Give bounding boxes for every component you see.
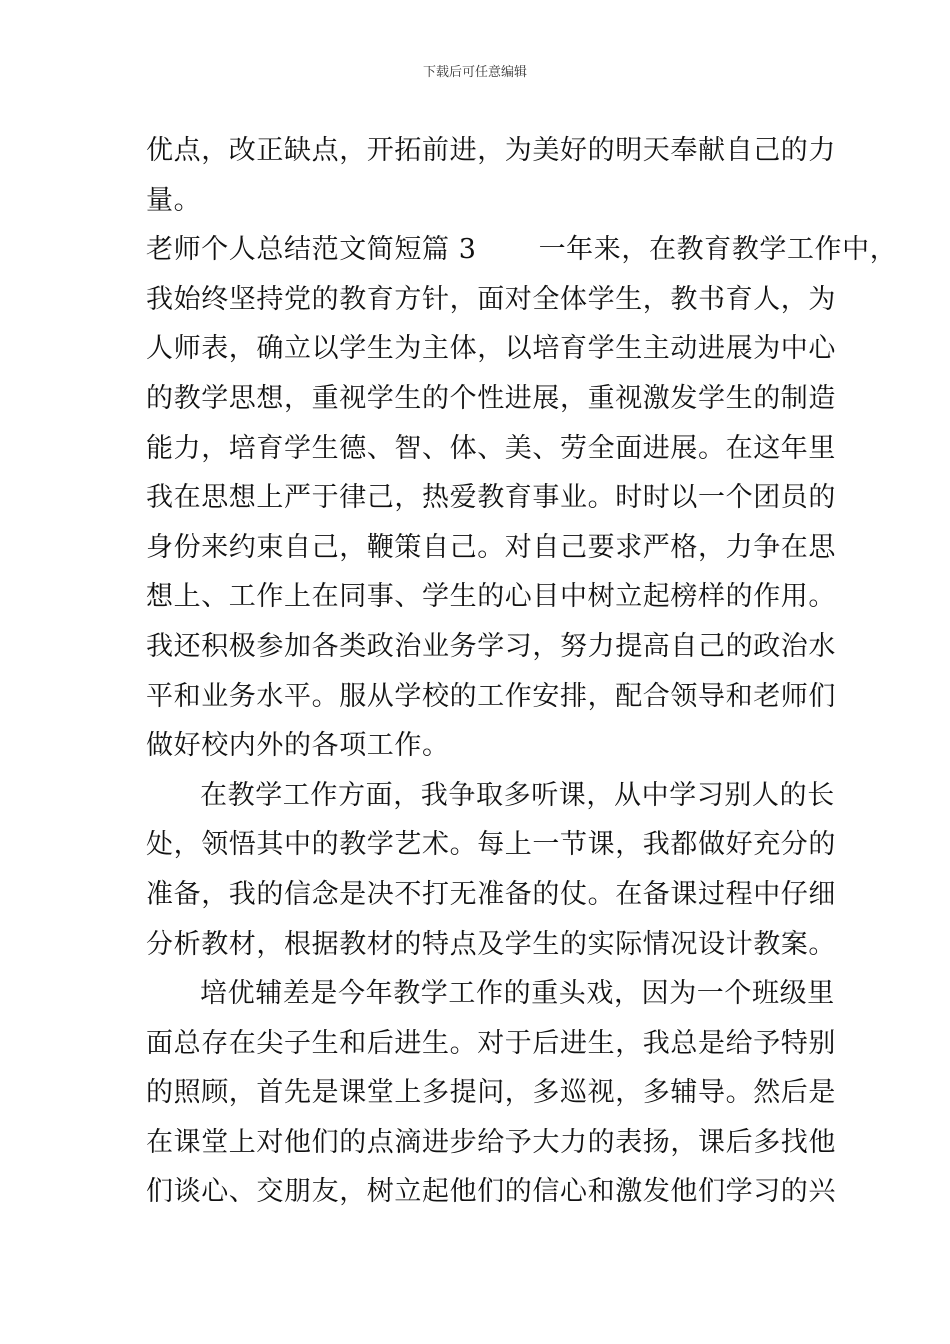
text-line: 们谈心、交朋友，树立起他们的信心和激发他们学习的兴	[146, 1176, 836, 1208]
text-line: 我还积极参加各类政治业务学习，努力提高自己的政治水	[146, 630, 836, 662]
section-first-text: 一年来，在教育教学工作中，	[538, 234, 898, 266]
text-line: 身份来约束自己，鞭策自己。对自己要求严格，力争在思	[146, 531, 836, 563]
text-line: 能力，培育学生德、智、体、美、劳全面进展。在这年里	[146, 432, 836, 464]
text-line: 分析教材，根据教材的特点及学生的实际情况设计教案。	[146, 928, 836, 960]
text-line: 平和业务水平。服从学校的工作安排，配合领导和老师们	[146, 680, 836, 712]
text-line: 准备，我的信念是决不打无准备的仗。在备课过程中仔细	[146, 878, 836, 910]
text-line: 的教学思想，重视学生的个性进展，重视激发学生的制造	[146, 382, 836, 414]
text-line: 量。	[146, 184, 202, 216]
text-line: 处，领悟其中的教学艺术。每上一节课，我都做好充分的	[146, 829, 836, 861]
paragraph-first-line	[146, 969, 836, 1019]
text-line: 我在思想上严于律己，热爱教育事业。时时以一个团员的	[146, 482, 836, 514]
text-line: 人师表，确立以学生为主体，以培育学生主动进展为中心	[146, 333, 836, 365]
text-line: 优点，改正缺点，开拓前进，为美好的明天奉献自己的力	[146, 135, 836, 166]
text-line: 想上、工作上在同事、学生的心目中树立起榜样的作用。	[146, 581, 836, 613]
paragraph-start-text: 培优辅差是今年教学工作的重头戏，因为一个班级里	[200, 978, 835, 1010]
text-line: 我始终坚持党的教育方针，面对全体学生，教书育人，为	[146, 283, 836, 315]
document-body	[146, 126, 898, 1217]
page-header: 下载后可任意编辑	[422, 65, 527, 80]
text-line: 做好校内外的各项工作。	[146, 730, 450, 762]
section-heading-line	[146, 225, 898, 275]
text-line: 的照顾，首先是课堂上多提问，多巡视，多辅导。然后是	[146, 1077, 836, 1109]
text-line: 面总存在尖子生和后进生。对于后进生，我总是给予特别	[146, 1027, 836, 1059]
text-line: 在课堂上对他们的点滴进步给予大力的表扬，课后多找他	[146, 1126, 836, 1158]
paragraph-start-text: 在教学工作方面，我争取多听课，从中学习别人的长	[200, 779, 835, 811]
paragraph-first-line	[146, 771, 836, 821]
section-title: 老师个人总结范文简短篇 3	[146, 234, 477, 266]
